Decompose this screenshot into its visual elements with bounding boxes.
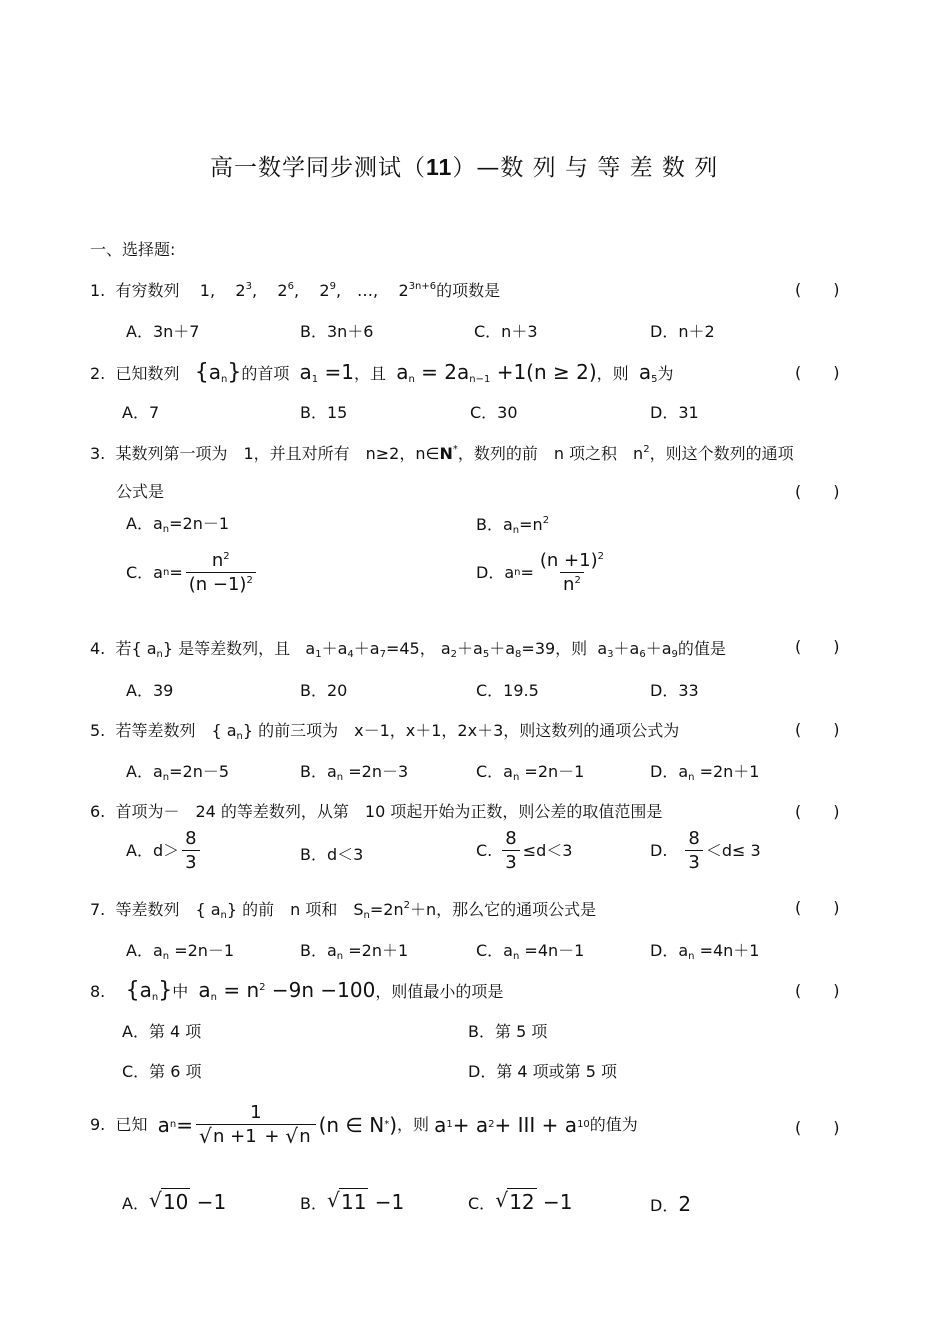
answer-blank: ( ) [795, 482, 840, 501]
formula: = [176, 1113, 193, 1137]
option-c [476, 943, 584, 962]
numerator: 8 [688, 828, 700, 849]
radicand: 12 [509, 1190, 535, 1214]
formula: =2n－1 [169, 941, 235, 960]
formula: −1 [368, 1190, 405, 1214]
formula: ＜d≤ 3 [705, 841, 761, 860]
numerator: 1 [250, 1102, 262, 1123]
option-a: A．第 4 项 [122, 1022, 202, 1041]
question-text: ，则值最小的项是 [375, 982, 504, 1001]
option-d [476, 552, 610, 594]
sqrt [495, 1192, 536, 1212]
option-b: B．第 5 项 [468, 1022, 548, 1041]
option-a: A．3n＋7 [126, 322, 200, 341]
numerator: n [211, 550, 224, 571]
question-1: 1. 有穷数列 1, $2^3$, $2^6$, $2^9$, …, $2^{3n+6}$的项数是 [90, 281, 501, 300]
subscript: n [688, 772, 695, 783]
question-text: } 的前三项为 x－1，x＋1，2x＋3，则这数列的通项公式为 [242, 721, 680, 740]
question-number: 6. [90, 802, 106, 821]
option-b [300, 943, 408, 962]
question-text: 有穷数列 [115, 281, 180, 300]
option-label: A． [122, 1194, 149, 1213]
option-a [126, 943, 234, 962]
title-rest: ）—数 列 与 等 差 数 列 [452, 155, 719, 181]
option-d: D．第 4 项或第 5 项 [468, 1062, 618, 1081]
term: a [157, 1113, 170, 1137]
option-d: D．33 [650, 681, 699, 700]
subscript: n [512, 951, 520, 962]
option-label: B．a [476, 515, 513, 534]
question-8 [90, 980, 503, 1003]
title-main: 高一数学同步测试（ [210, 155, 426, 181]
option-label: C. [476, 841, 493, 860]
question-text: } 的前 n 项和 S [226, 900, 364, 919]
subscript: 1 [315, 649, 322, 660]
formula: =39，则 [521, 639, 588, 658]
denominator: 3 [502, 850, 519, 872]
option-c [468, 1192, 572, 1212]
sqrt [149, 1192, 190, 1212]
question-number: 3. [90, 444, 106, 463]
question-7 [90, 901, 596, 921]
fraction [196, 1104, 316, 1146]
subscript: 2 [488, 1119, 495, 1130]
question-text: 已知 [115, 1115, 148, 1134]
question-text: 中 [172, 982, 189, 1001]
subscript: n [162, 567, 170, 578]
subscript: n [363, 910, 370, 921]
formula: −1 [536, 1190, 573, 1214]
formula: = [520, 563, 534, 582]
formula: = n [217, 978, 260, 1002]
option-d [650, 830, 761, 872]
page-title [210, 156, 718, 180]
formula: ＋a [613, 639, 640, 658]
option-label: D． [650, 1196, 679, 1215]
subscript: 5 [651, 374, 658, 385]
question-text: 若等差数列 { a [115, 721, 237, 740]
subscript: n−1 [469, 374, 491, 385]
subscript: 3 [607, 649, 614, 660]
question-number: 7. [90, 900, 106, 919]
exponent: 6 [287, 281, 294, 292]
formula: ＋a [321, 639, 348, 658]
question-text: 的项数是 [436, 281, 501, 300]
question-5 [90, 723, 679, 742]
subscript: n [162, 772, 170, 783]
formula: =2n－3 [343, 762, 409, 781]
formula: −1 [190, 1190, 227, 1214]
brace: { [125, 978, 140, 1003]
term: a [305, 639, 316, 658]
option-b: B．3n＋6 [300, 322, 374, 341]
exponent: 2 [246, 575, 253, 586]
denominator: 3 [182, 850, 199, 872]
option-d [650, 943, 759, 962]
option-b [476, 516, 549, 536]
exponent: 3n+6 [408, 281, 437, 292]
question-text: } 是等差数列，且 [162, 639, 291, 658]
option-label: A．d＞ [126, 841, 180, 860]
subscript: 1 [311, 374, 319, 385]
radicand: 10 [162, 1190, 189, 1214]
subscript: n [336, 951, 344, 962]
term: 2 [398, 281, 409, 300]
formula: =4n－1 [519, 941, 585, 960]
exponent: 2 [597, 551, 604, 562]
option-label: C．a [126, 563, 163, 582]
option-b [300, 1192, 404, 1212]
subscript: n [169, 1119, 177, 1130]
formula: =1 [318, 360, 354, 384]
option-label: A．a [126, 762, 163, 781]
question-number: 9. [90, 1115, 106, 1134]
question-text: 某数列第一项为 1，并且对所有 n≥2，n∈ [115, 444, 440, 463]
formula: =2n＋1 [694, 762, 760, 781]
formula: ＋a [457, 639, 483, 658]
brace: { [194, 360, 209, 385]
formula: ＋a [489, 639, 516, 658]
exponent: 9 [329, 281, 336, 292]
answer-blank: ( ) [795, 1118, 840, 1137]
option-label: A．a [126, 514, 163, 533]
subscript: 9 [671, 649, 678, 660]
exponent: 2 [643, 444, 650, 455]
formula: =2n－5 [169, 762, 230, 781]
option-a [126, 764, 229, 783]
option-label: B．a [300, 762, 337, 781]
option-label: C．a [476, 941, 513, 960]
subscript: n [151, 992, 159, 1003]
sqrt [285, 1128, 312, 1146]
formula: ＋a [353, 639, 380, 658]
question-text: ，则 [596, 364, 629, 383]
term: a [434, 1113, 447, 1137]
option-b: B．15 [300, 403, 348, 422]
subscript: n [236, 731, 243, 742]
fraction [537, 552, 607, 594]
subscript: n [408, 374, 415, 385]
answer-blank: ( ) [795, 981, 840, 1000]
formula: =n [519, 515, 543, 534]
question-text: ＋n，那么它的通项公式是 [409, 900, 597, 919]
exponent: 2 [223, 551, 230, 562]
question-number: 2. [90, 364, 106, 383]
subscript: n [162, 951, 170, 962]
term: a [638, 360, 652, 384]
denominator: 3 [685, 850, 702, 872]
option-a [126, 516, 229, 535]
subscript: n [512, 772, 520, 783]
option-d [650, 1194, 691, 1214]
question-3-line2: 公式是 [116, 482, 165, 501]
natural-numbers-symbol: N [439, 444, 453, 463]
formula: =2n－1 [169, 514, 230, 533]
subscript: 7 [379, 649, 386, 660]
question-text: 为 [657, 364, 674, 383]
term: a [299, 360, 312, 384]
subscript: 8 [515, 649, 522, 660]
formula: = [169, 563, 183, 582]
subscript: n [156, 649, 163, 660]
formula: =4n＋1 [694, 941, 760, 960]
formula: + [258, 1126, 286, 1147]
option-a [122, 1192, 226, 1212]
option-label: C． [468, 1194, 496, 1213]
formula: + ⅠⅠⅠ + a [494, 1113, 578, 1137]
option-a: A．7 [122, 403, 160, 422]
option-b: B．20 [300, 681, 348, 700]
radicand: n +1 [213, 1126, 257, 1147]
brace: } [227, 360, 242, 385]
denominator: n [563, 574, 575, 595]
option-d: D．n＋2 [650, 322, 715, 341]
question-2 [90, 362, 674, 385]
option-c: C．n＋3 [474, 322, 538, 341]
sqrt [199, 1128, 259, 1146]
option-label: B．a [300, 941, 337, 960]
subscript: n [220, 374, 228, 385]
superscript: * [384, 1119, 390, 1130]
subscript: 6 [639, 649, 646, 660]
question-text: ，则 [397, 1115, 430, 1134]
subscript: n [220, 910, 227, 921]
term: 2 [235, 281, 246, 300]
option-label: C．a [476, 762, 513, 781]
formula: ) [389, 1113, 398, 1137]
option-label: B． [300, 1194, 327, 1213]
brace: } [158, 978, 173, 1003]
option-label: D．a [650, 941, 689, 960]
question-number: 4. [90, 639, 106, 658]
formula: ≤d＜3 [522, 841, 573, 860]
option-c: C．30 [470, 403, 518, 422]
denominator [196, 1124, 316, 1146]
option-c: C．19.5 [476, 681, 539, 700]
question-6 [90, 804, 662, 820]
exponent: 2 [403, 900, 410, 911]
option-c [126, 552, 259, 594]
subscript: n [162, 524, 170, 535]
subscript: 1 [446, 1119, 453, 1130]
formula: =2n＋1 [343, 941, 409, 960]
formula: =2n [369, 900, 404, 919]
fraction [685, 830, 702, 872]
question-number: 5. [90, 721, 106, 740]
numerator: 8 [505, 828, 517, 849]
option-d [650, 764, 759, 783]
option-label: D．a [476, 563, 515, 582]
formula: (n ∈ N [318, 1113, 385, 1137]
question-3 [90, 445, 794, 462]
question-text: ，则这个数列的通项 [649, 444, 794, 463]
option-c [476, 830, 572, 872]
formula: ＋a [645, 639, 672, 658]
subscript: n [512, 525, 520, 536]
formula: =2n－1 [519, 762, 585, 781]
superscript: * [452, 444, 458, 455]
title-number: 11 [426, 154, 453, 180]
term: 2 [277, 281, 288, 300]
subscript: 10 [577, 1119, 590, 1130]
answer-blank: ( ) [795, 720, 840, 739]
fraction [502, 830, 519, 872]
option-d: D．31 [650, 403, 699, 422]
subscript: 4 [347, 649, 354, 660]
term: a [597, 639, 608, 658]
term: a [139, 978, 152, 1002]
answer-blank: ( ) [795, 280, 840, 299]
question-text: ，且 [354, 364, 387, 383]
answer-blank: ( ) [795, 363, 840, 382]
numerator: 8 [185, 828, 197, 849]
subscript: n [336, 772, 344, 783]
question-number: 8. [90, 982, 106, 1001]
question-text: 的值为 [589, 1115, 638, 1134]
question-number: 1. [90, 281, 106, 300]
radicand: 11 [340, 1190, 367, 1214]
question-4 [90, 641, 726, 660]
radicand: n [299, 1126, 311, 1147]
subscript: 5 [482, 649, 490, 660]
question-text: ，数列的前 n 项之积 n [457, 444, 644, 463]
exponent: 3 [245, 281, 252, 292]
term: 2 [319, 281, 330, 300]
option-label: D．a [650, 762, 689, 781]
option-c: C．第 6 项 [122, 1062, 202, 1081]
answer-blank: ( ) [795, 898, 840, 917]
term: a [396, 360, 409, 384]
numerator: (n +1) [539, 550, 598, 571]
option-c [476, 764, 584, 783]
term: a [208, 360, 221, 384]
option-b [300, 764, 408, 783]
term: 1, [199, 281, 216, 300]
option-label: A．a [126, 941, 163, 960]
answer-blank: ( ) [795, 802, 840, 821]
fraction [182, 830, 199, 872]
term: a [198, 978, 211, 1002]
subscript: 2 [450, 649, 458, 660]
ellipsis: , …, [335, 281, 379, 300]
subscript: n [688, 951, 695, 962]
denominator: (n −1) [188, 574, 247, 595]
formula: +1(n ≥ 2) [490, 360, 597, 384]
question-text: 已知数列 [115, 364, 180, 383]
option-a [126, 830, 203, 872]
section-heading: 一、选择题: [90, 240, 176, 259]
question-text: 首项为－ 24 的等差数列，从第 10 项起开始为正数，则公差的取值范围是 [115, 802, 663, 821]
exponent: 2 [259, 982, 266, 993]
subscript: n [210, 992, 218, 1003]
option-label: D. [650, 841, 668, 860]
fraction [186, 552, 256, 594]
formula: −9n −100 [265, 978, 376, 1002]
question-text: 若{ a [115, 639, 157, 658]
subscript: n [514, 567, 521, 578]
answer-blank: ( ) [795, 637, 840, 656]
exponent: 2 [542, 515, 550, 526]
option-b: B．d＜3 [300, 845, 364, 864]
exponent: 2 [574, 575, 581, 586]
question-text: 的首项 [241, 364, 290, 383]
question-9 [90, 1104, 638, 1146]
formula: = 2a [414, 360, 470, 384]
question-text: 等差数列 { a [115, 900, 221, 919]
formula: 2 [678, 1192, 692, 1216]
option-a: A．39 [126, 681, 174, 700]
formula: =45， [385, 639, 436, 658]
sqrt [327, 1192, 368, 1212]
question-text: 的值是 [677, 639, 726, 658]
formula: + a [452, 1113, 489, 1137]
term: a [440, 639, 451, 658]
